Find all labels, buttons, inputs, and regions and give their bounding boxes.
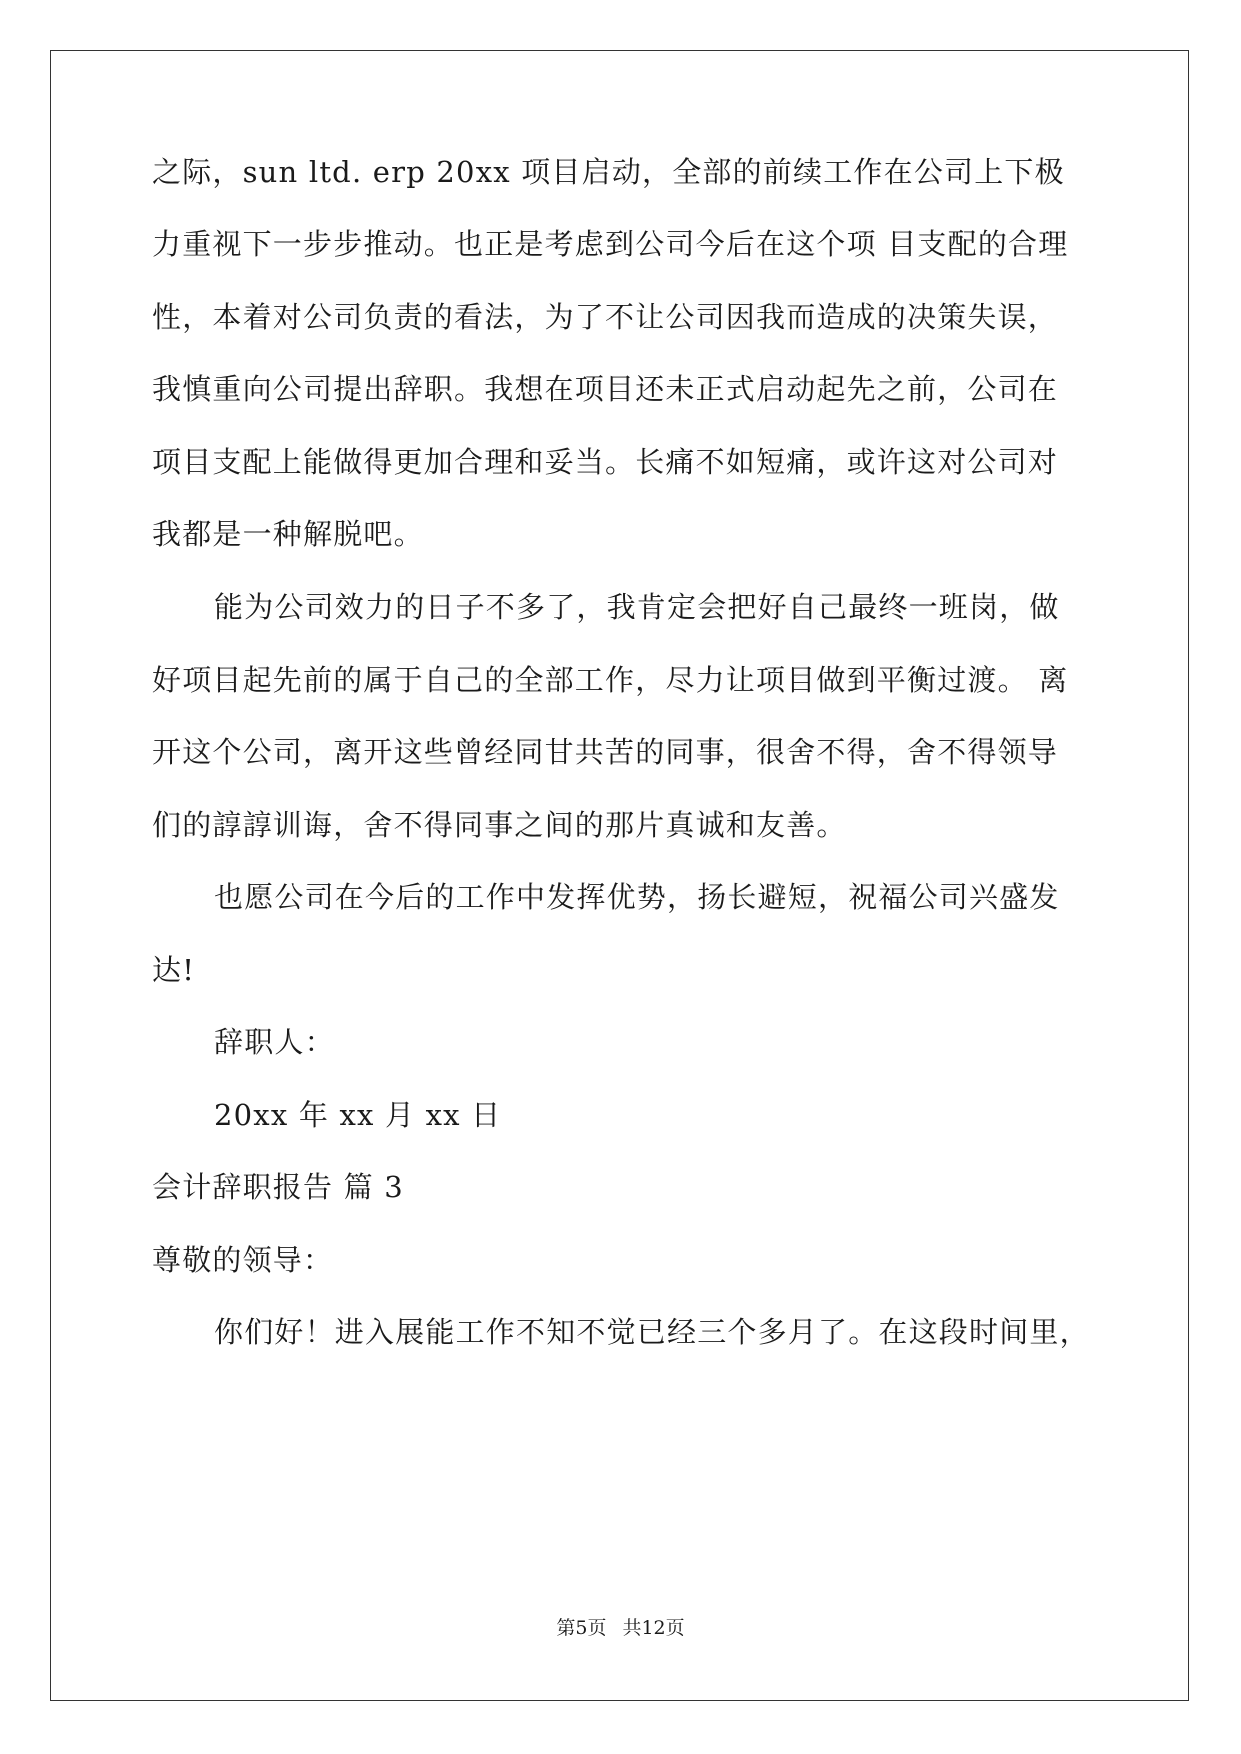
text-line: 们的諄諄训诲，舍不得同事之间的那片真诚和友善。: [152, 808, 847, 842]
text-line: 好项目起先前的属于自己的全部工作，尽力让项目做到平衡过渡。 离: [152, 663, 1069, 697]
page-number: 第5页: [556, 1617, 607, 1639]
text-line: 之际，sun ltd. erp 20xx 项目启动，全部的前续工作在公司上下极: [152, 155, 1065, 189]
text-line: 能为公司效力的日子不多了，我肯定会把好自己最终一班岗，做: [214, 590, 1060, 624]
signature-label: 辞职人：: [214, 1025, 335, 1059]
salutation: 尊敬的领导：: [152, 1243, 334, 1277]
text-line: 我慎重向公司提出辞职。我想在项目还未正式启动起先之前，公司在: [152, 372, 1059, 406]
text-line: 你们好！进入展能工作不知不觉已经三个多月了。在这段时间里，: [214, 1315, 1090, 1349]
section-heading: 会计辞职报告 篇 3: [152, 1170, 404, 1204]
page-footer: [0, 1616, 1241, 1640]
text-line: 力重视下一步步推动。也正是考虑到公司今后在这个项 目支配的合理: [152, 227, 1069, 261]
text-line: 达!: [152, 953, 196, 987]
text-line: 开这个公司，离开这些曾经同甘共苦的同事，很舍不得，舍不得领导: [152, 735, 1059, 769]
date-line: 20xx 年 xx 月 xx 日: [214, 1098, 502, 1132]
text-line: 性，本着对公司负责的看法，为了不让公司因我而造成的决策失误，: [152, 300, 1059, 334]
text-line: 我都是一种解脱吧。: [152, 517, 424, 551]
text-line: 也愿公司在今后的工作中发挥优势，扬长避短，祝福公司兴盛发: [214, 880, 1060, 914]
page-total: 共12页: [622, 1617, 685, 1639]
text-line: 项目支配上能做得更加合理和妥当。长痛不如短痛，或许这对公司对: [152, 445, 1059, 479]
